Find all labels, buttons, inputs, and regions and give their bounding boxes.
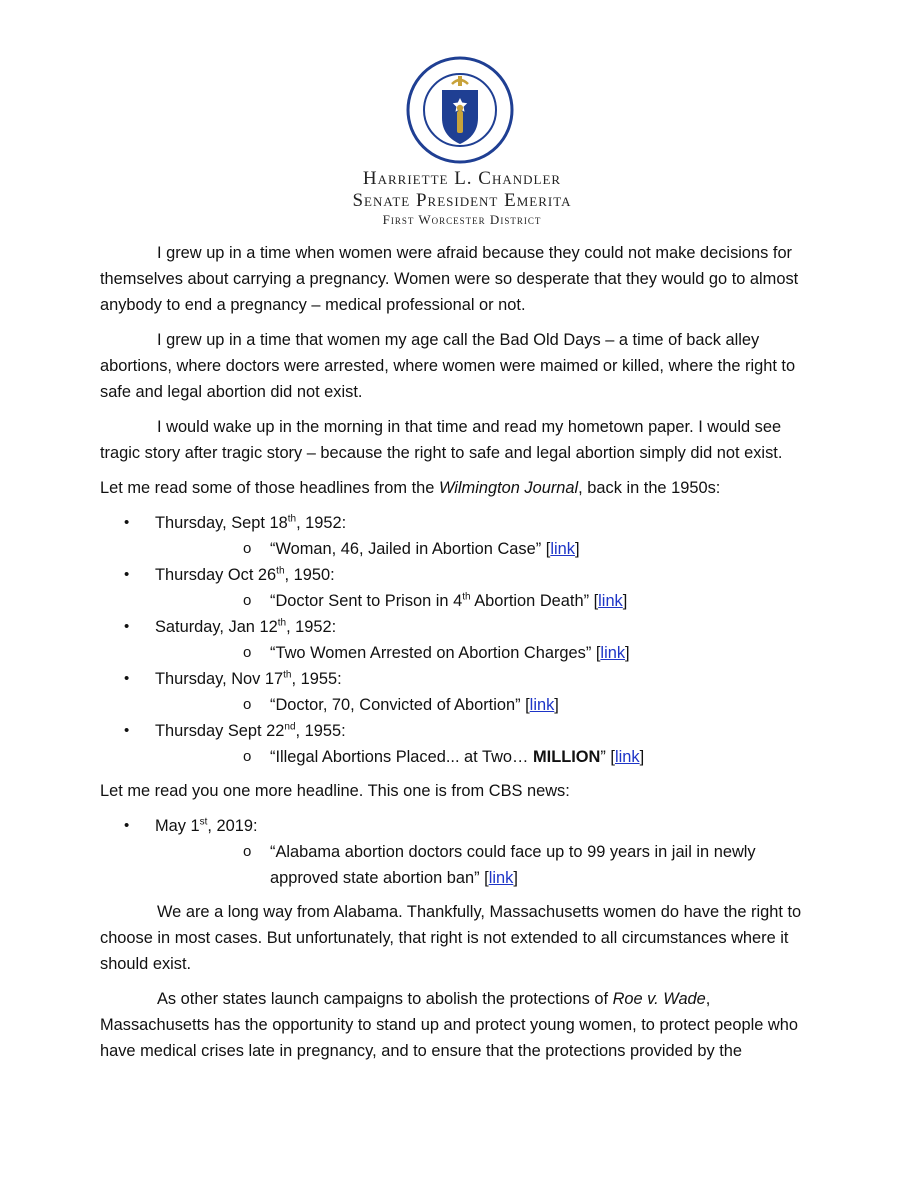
bullet-icon: • [124,566,130,583]
paragraph: As other states launch campaigns to abolish the protections of Roe v. Wade, Massachusetts has the opportunity to stand up and protect young women, to protect people who have medical crises late in pregnancy, and to ensure that the protections provided by the [100,990,798,1060]
list-item: • Saturday, Jan 12th, 1952: o “Two Women Arrested on Abortion Charges” [link] [100,614,824,666]
sub-bullet-icon: o [243,843,252,860]
list-item: • Thursday, Sept 18th, 1952: o “Woman, 46, Jailed in Abortion Case” [link] [100,510,824,562]
seal-emblem-icon [406,56,514,164]
headline-list [100,510,824,770]
headline-title: “Woman, 46, Jailed in Abortion Case” [270,540,542,558]
headline-link[interactable]: link [600,644,626,662]
senator-name: Harriette L. Chandler [362,168,562,189]
sub-bullet-icon: o [243,696,252,713]
bullet-icon: • [124,817,130,834]
headline-link[interactable]: link [488,869,514,887]
statement-body [100,240,824,1073]
case-name: Roe v. Wade [612,990,706,1008]
sub-bullet-icon: o [243,592,252,609]
headline-title: “Two Women Arrested on Abortion Charges” [270,644,592,662]
headline-title: “Doctor, 70, Convicted of Abortion” [270,696,521,714]
paragraph: Let me read you one more headline. This one is from CBS news: [100,782,570,800]
paragraph: We are a long way from Alabama. Thankfully, Massachusetts women do have the right to choose in most cases. But unfortunately, that right is not extended to all circumstances where it should exist. [100,903,802,973]
headline-title: “Doctor Sent to Prison in 4th Abortion Death” [270,591,590,610]
list-item: • Thursday, Nov 17th, 1955: o “Doctor, 70, Convicted of Abortion” [link] [100,666,824,718]
bullet-icon: • [124,722,130,739]
newspaper-name: Wilmington Journal [438,479,579,497]
sub-bullet-icon: o [243,748,252,765]
cbs-headline-list [100,813,824,891]
senator-title: Senate President Emerita [352,190,572,211]
list-item: • Thursday Oct 26th, 1950: o “Doctor Sent to Prison in 4th Abortion Death” [link] [100,562,824,614]
massachusetts-seal [406,56,514,164]
headline-link[interactable]: link [614,748,640,766]
paragraph: I would wake up in the morning in that time and read my hometown paper. I would see tragic story after tragic story – because the right to safe and legal abortion simply did not exist. [100,418,783,462]
bullet-icon: • [124,670,130,687]
list-item: • May 1st, 2019: o “Alabama abortion doctors could face up to 99 years in jail in newly approved state abortion ban” [link] [100,813,824,891]
paragraph: Let me read some of those headlines from the Wilmington Journal, back in the 1950s: [100,479,721,497]
headline-link[interactable]: link [550,540,575,558]
headline-title: “Illegal Abortions Placed... at Two… MILLION” [270,748,606,766]
paragraph: I grew up in a time when women were afraid because they could not make decisions for themselves about carrying a pregnancy. Women were so desperate that they would go to almost anybody to end a pregnancy – medical professional or not. [100,244,799,314]
sub-bullet-icon: o [243,644,252,661]
sub-bullet-icon: o [243,540,252,557]
senator-district: First Worcester District [382,212,542,227]
bullet-icon: • [124,618,130,635]
headline-link[interactable]: link [529,696,555,714]
headline-title: “Alabama abortion doctors could face up to 99 years in jail in newly approved state abortion ban” [270,843,756,887]
headline-link[interactable]: link [598,592,623,610]
paragraph: I grew up in a time that women my age call the Bad Old Days – a time of back alley abortions, where doctors were arrested, where women were maimed or killed, where the right to safe and legal abortion did not exist. [100,331,796,401]
letterhead [262,168,662,228]
bullet-icon: • [124,514,130,531]
list-item: • Thursday Sept 22nd, 1955: o “Illegal Abortions Placed... at Two… MILLION” [link] [100,718,824,770]
